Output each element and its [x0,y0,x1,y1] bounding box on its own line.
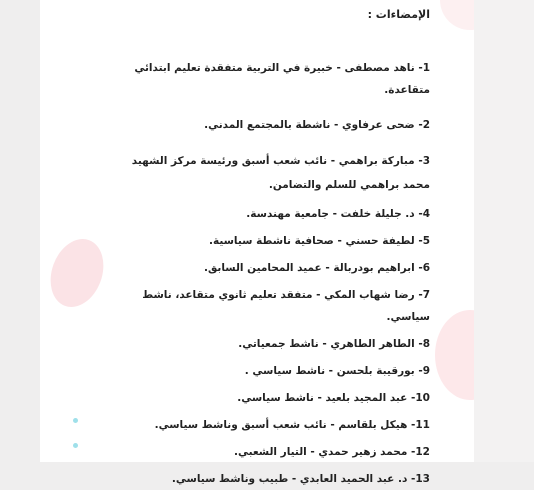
list-item: 12- محمد زهير حمدي - التيار الشعبي. [233,446,430,458]
list-item: 3- مباركة براهمي - نائب شعب أسبق ورئيسة مركز الشهيد محمد براهمي للسلم والتضامن. [131,155,430,191]
list-item: 4- د. جليلة خلفت - جامعية مهندسة. [246,208,430,220]
signatures-heading: الإمضاءات : [367,8,430,21]
list-item: 2- ضحى عرفاوي - ناشطة بالمجتمع المدني. [204,119,430,131]
signatories-list [10,57,430,490]
list-item: 7- رضا شهاب المكي - متفقد تعليم ثانوي متقاعد، ناشط سياسي. [142,289,430,323]
list-item: 8- الطاهر الطاهري - ناشط جمعياتي. [238,338,430,350]
list-item: 1- ناهد مصطفى - خبيرة في التربية متفقدة تعليم ابتدائي متقاعدة. [134,62,430,96]
signatures-section [10,8,430,490]
list-item: 9- بورقيبة بلحسن - ناشط سياسي . [244,365,430,377]
list-item: 5- لطيفة حسني - صحافية ناشطة سياسية. [208,235,430,247]
page-margin [474,0,534,462]
list-item: 6- ابراهيم بودربالة - عميد المحامين السابق. [203,262,430,274]
list-item: 11- هيكل بلقاسم - نائب شعب أسبق وناشط سياسي. [154,419,430,431]
list-item: 10- عبد المجيد بلعيد - ناشط سياسي. [237,392,430,404]
decorative-blob [435,310,474,400]
list-item: 13- د. عبد الحميد العابدي - طبيب وناشط سياسي. [171,473,430,485]
decorative-blob [440,0,474,30]
